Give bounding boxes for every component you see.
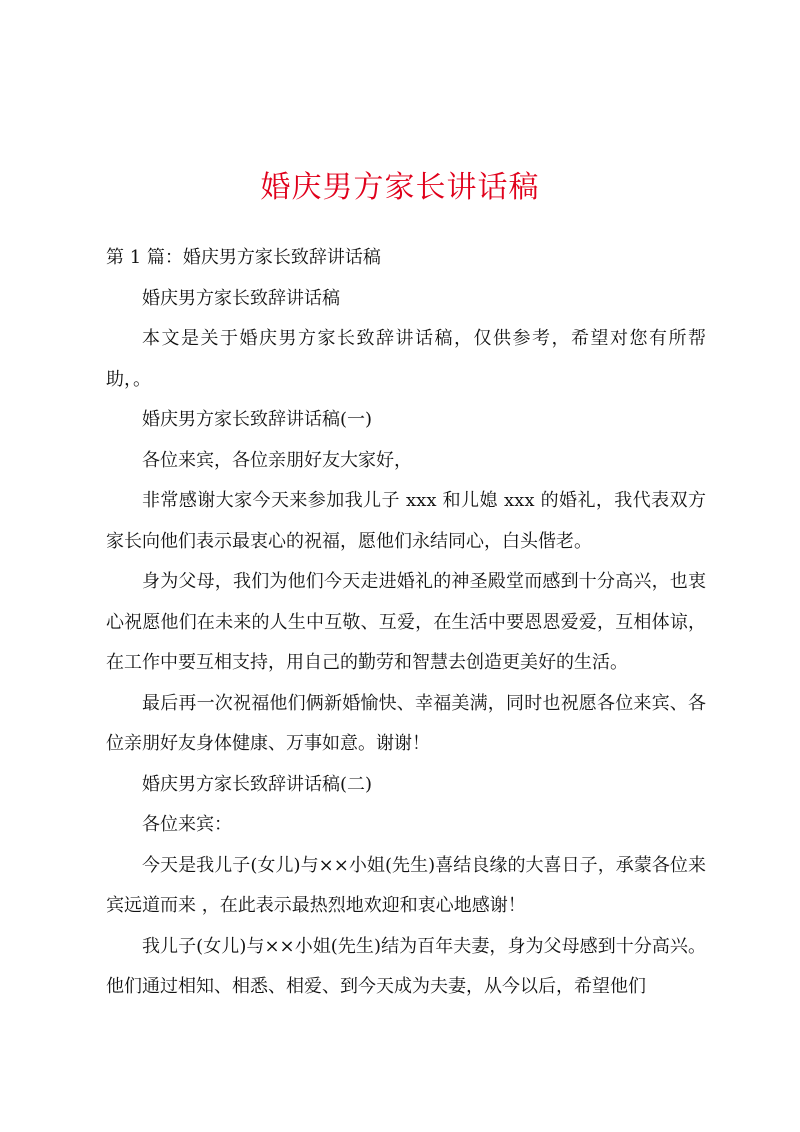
paragraph: 婚庆男方家长致辞讲话稿 [142, 287, 340, 309]
section-heading: 第 1 篇：婚庆男方家长致辞讲话稿 [106, 247, 381, 268]
paragraph: 今天是我儿子(女儿)与××小姐(先生)喜结良缘的大喜日子，承蒙各位来宾远道而来 ，在此表示最热烈地欢迎和衷心地感谢！ [106, 854, 706, 916]
paragraph: 非常感谢大家今天来参加我儿子 xxx 和儿媳 xxx 的婚礼，我代表双方家长向他们表示最衷心的祝福，愿他们永结同心，白头偕老。 [106, 490, 706, 552]
paragraph: 各位来宾： [142, 814, 232, 835]
paragraph: 我儿子(女儿)与××小姐(先生)结为百年夫妻，身为父母感到十分高兴。他们通过相知、相悉、相爱、到今天成为夫妻，从今以后，希望他们 [106, 935, 706, 997]
paragraph: 身为父母，我们为他们今天走进婚礼的神圣殿堂而感到十分高兴，也衷心祝愿他们在未来的人生中互敬、互爱，在生活中要恩恩爱爱，互相体谅，在工作中要互相支持，用自己的勤劳和智慧去创造更美好的生活。 [106, 571, 706, 673]
paragraph: 最后再一次祝福他们俩新婚愉快、幸福美满，同时也祝愿各位来宾、各位亲朋好友身体健康、万事如意。谢谢！ [106, 692, 706, 754]
paragraph: 各位来宾，各位亲朋好友大家好， [142, 449, 412, 471]
paragraph: 本文是关于婚庆男方家长致辞讲话稿，仅供参考，希望对您有所帮助，。 [106, 328, 706, 390]
paragraph: 婚庆男方家长致辞讲话稿(二) [142, 773, 373, 795]
paragraph: 婚庆男方家长致辞讲话稿(一) [142, 409, 373, 430]
document-body [106, 238, 706, 1008]
page-title: 婚庆男方家长讲话稿 [260, 170, 540, 205]
